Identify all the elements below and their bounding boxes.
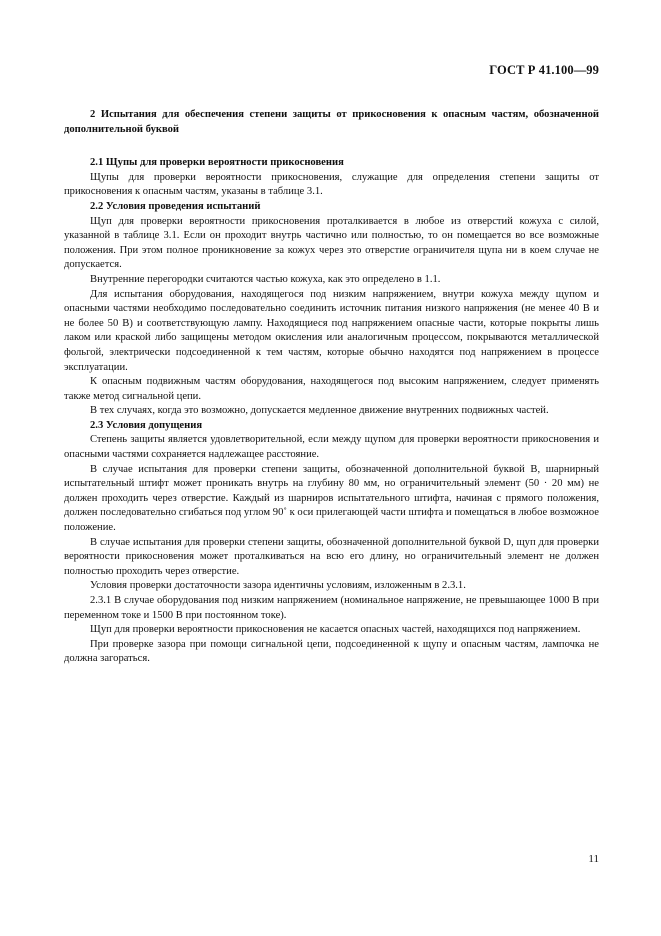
subsection-heading-2-1: 2.1 Щупы для проверки вероятности прикосновения: [90, 157, 344, 169]
paragraph: Внутренние перегородки считаются частью кожуха, как это определено в 1.1.: [90, 273, 441, 285]
paragraph: Степень защиты является удовлетворительной, если между щупом для проверки вероятности прикосновения и опасными частями сохраняется надлежащее расстояние.: [64, 434, 599, 461]
paragraph: В тех случаях, когда это возможно, допускается медленное движение внутренних подвижных частей.: [90, 405, 549, 417]
section-title: 2 Испытания для обеспечения степени защиты от прикосновения к опасным частям, обозначенной дополнительной буквой: [64, 109, 599, 135]
document-code: ГОСТ Р 41.100—99: [489, 63, 599, 77]
document-body: [64, 108, 599, 667]
paragraph: Щуп для проверки вероятности прикосновения не касается опасных частей, находящихся под напряжением.: [90, 624, 581, 636]
paragraph: Щуп для проверки вероятности прикосновения проталкивается в любое из отверстий кожуха с силой, указанной в таблице 3.1. Если он проходит внутрь частично или полностью, то он помещается во все возможные положения. При этом полное проникновение за кожух через это отверстие ограничителя щупа ни в коем случае не допускается.: [64, 215, 599, 271]
paragraph: Условия проверки достаточности зазора идентичны условиям, изложенным в 2.3.1.: [90, 580, 466, 592]
paragraph: Для испытания оборудования, находящегося под низким напряжением, внутри кожуха между щупом и опасными частями необходимо последовательно соединить источник питания низкого напряжения (не менее 40 В и не более 50 В) и соответствующую лампу. Находящиеся под напряжением опасные части, которые покрыты лишь лаком или краской либо защищены методом окисления или аналогичным процессом, покрываются металлической фольгой, электрически подсоединенной к тем частям, которые обычно находятся под напряжением в процессе эксплуатации.: [64, 288, 599, 373]
subsection-heading-2-2: 2.2 Условия проведения испытаний: [90, 200, 261, 212]
paragraph: 2.3.1 В случае оборудования под низким напряжением (номинальное напряжение, не превышающее 1000 В при переменном токе и 1500 В при постоянном токе).: [64, 595, 599, 621]
paragraph: При проверке зазора при помощи сигнальной цепи, подсоединенной к щупу и опасным частям, лампочка не должна загораться.: [64, 638, 599, 665]
page-number: 11: [588, 853, 599, 865]
paragraph: В случае испытания для проверки степени защиты, обозначенной дополнительной буквой D, щуп для проверки вероятности прикосновения может проталкиваться на всю его длину, но ограничительный элемент не должен полностью проходить через отверстие.: [64, 536, 599, 577]
subsection-heading-2-3: 2.3 Условия допущения: [90, 419, 203, 431]
paragraph: К опасным подвижным частям оборудования, находящегося под высоким напряжением, следует применять также метод сигнальной цепи.: [64, 376, 599, 402]
paragraph: В случае испытания для проверки степени защиты, обозначенной дополнительной буквой В, шарнирный испытательный штифт может проникать внутрь на глубину 80 мм, но ограничительный элемент (50 · 20 мм) не должен проходить через отверстие. Каждый из шарниров испытательного штифта, начиная с прямого положения, должен последовательно сгибаться под углом 90˚ к оси прилегающей части штифта и помещаться в любое возможное положение.: [64, 463, 599, 534]
paragraph: Щупы для проверки вероятности прикосновения, служащие для определения степени защиты от прикосновения к опасным частям, указаны в таблице 3.1.: [64, 171, 599, 198]
